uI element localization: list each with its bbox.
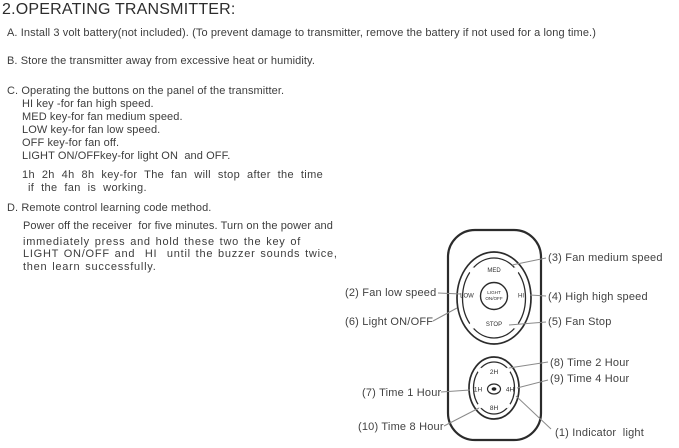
callout-fan-stop: (5) Fan Stop xyxy=(548,316,612,328)
light-button-label-line1: LIGHT xyxy=(487,290,501,295)
timer-key-description-line2: if the fan is working. xyxy=(28,182,147,194)
section-a-text: A. Install 3 volt battery(not included). (To prevent damage to transmitter, remove the battery if not used for a long time.) xyxy=(7,27,596,39)
callout-light-onoff: (6) Light ON/OFF xyxy=(345,316,434,328)
key-description-hi: HI key -for fan high speed. xyxy=(22,98,154,110)
learning-code-line1: Power off the receiver for five minutes. Turn on the power and xyxy=(23,220,333,232)
section-c-heading: C. Operating the buttons on the panel of the transmitter. xyxy=(7,85,285,97)
timer-8h-button-label: 8H xyxy=(489,405,499,412)
timer-1h-button-label: 1H xyxy=(473,386,483,394)
key-description-off: OFF key-for fan off. xyxy=(22,137,120,149)
callout-fan-low-speed: (2) Fan low speed xyxy=(345,287,437,299)
callout-time-1-hour: (7) Time 1 Hour xyxy=(362,387,442,399)
timer-key-description-line1: 1h 2h 4h 8h key-for The fan will stop after the time xyxy=(22,169,324,181)
timer-4h-button-label: 4H xyxy=(505,386,515,394)
timer-2h-button-label: 2H xyxy=(489,369,499,376)
page-title: 2.OPERATING TRANSMITTER: xyxy=(2,1,236,18)
callout-time-8-hour: (10) Time 8 Hour xyxy=(358,421,444,433)
stop-button-label: STOP xyxy=(485,322,503,328)
light-button-label-line2: ON/OFF xyxy=(485,296,503,301)
callout-fan-medium-speed: (3) Fan medium speed xyxy=(548,252,663,264)
med-button-label: MED xyxy=(487,268,501,274)
learning-code-line2: immediately press and hold these two the key of xyxy=(23,236,302,248)
section-d-heading: D. Remote control learning code method. xyxy=(7,202,212,214)
fan-speed-button-cluster xyxy=(457,252,531,344)
callout-indicator-light: (1) Indicator light xyxy=(555,427,644,439)
learning-code-line3: LIGHT ON/OFF and HI until the buzzer sounds twice, xyxy=(23,248,338,260)
key-description-light: LIGHT ON/OFFkey-for light ON and OFF. xyxy=(22,150,231,162)
callout-time-4-hour: (9) Time 4 Hour xyxy=(550,373,630,385)
low-button-label: LOW xyxy=(460,293,474,300)
learning-code-line4: then learn successfully. xyxy=(23,261,157,273)
indicator-light-dot xyxy=(492,387,497,390)
section-b-text: B. Store the transmitter away from excessive heat or humidity. xyxy=(7,55,316,67)
key-description-low: LOW key-for fan low speed. xyxy=(22,124,161,136)
callout-time-2-hour: (8) Time 2 Hour xyxy=(550,357,630,369)
key-description-med: MED key-for fan medium speed. xyxy=(22,111,183,123)
callout-high-speed: (4) High high speed xyxy=(548,291,648,303)
hi-button-label: HI xyxy=(518,293,524,300)
